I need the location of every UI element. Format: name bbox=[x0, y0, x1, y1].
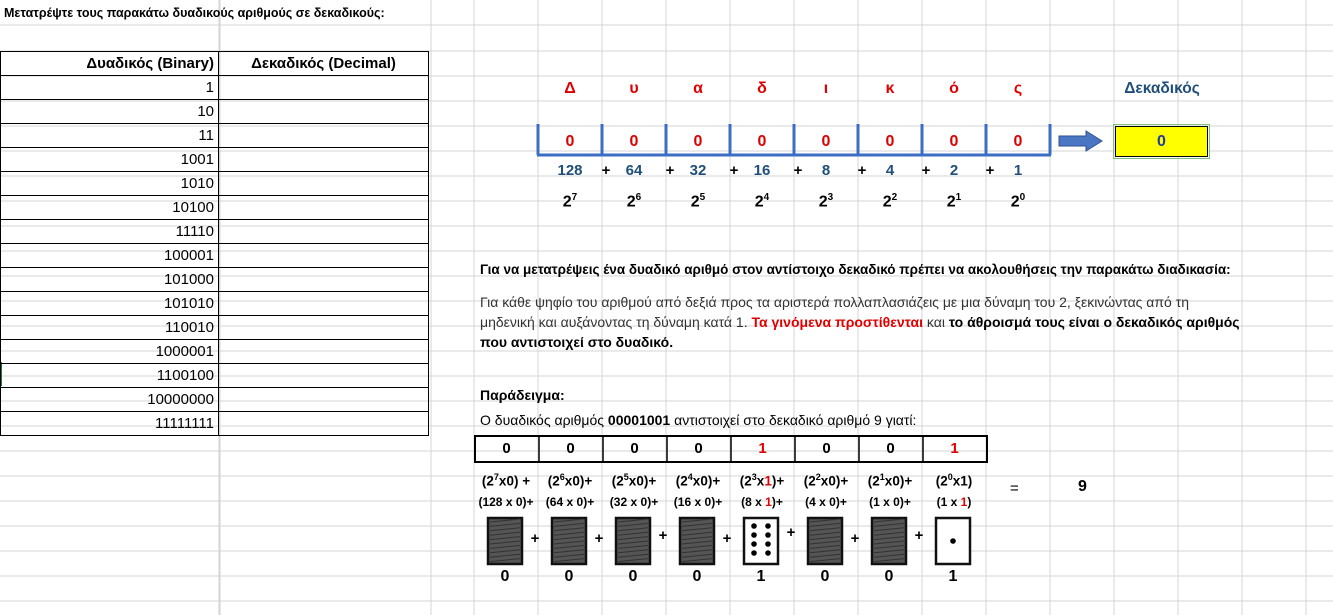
title-letter: ι bbox=[823, 80, 829, 97]
binary-cell[interactable]: 1100100 bbox=[1, 364, 219, 388]
example-digit: 1 bbox=[950, 440, 959, 457]
exponent-value: 1 bbox=[955, 192, 962, 203]
term-base: 2 bbox=[744, 473, 752, 489]
table-row bbox=[1, 76, 429, 100]
table-row bbox=[1, 172, 429, 196]
instructions-heading: Για να μετατρέψεις ένα δυαδικό αριθμό στον αντίστοιχο δεκαδικό πρέπει να ακολουθήσεις την παρακάτω διαδικασία: bbox=[480, 262, 1231, 277]
product-suffix: + bbox=[775, 495, 783, 509]
table-row bbox=[1, 196, 429, 220]
product-term: (1 x 0)+ bbox=[869, 495, 911, 509]
instructions-text-1: Για κάθε ψηφίο του αριθμού από δεξιά προς τα αριστερά πολλαπλασιάζεις με μια δύναμη του 2, ξεκινώντας από τη μηδενική και αυξάνοντας τη δύναμη κατά 1. bbox=[480, 294, 1190, 330]
term-digit: 0 bbox=[828, 473, 836, 489]
exponent-value: 3 bbox=[827, 192, 834, 203]
card-value: 0 bbox=[628, 568, 638, 585]
example-heading: Παράδειγμα: bbox=[480, 387, 565, 403]
power-term: $(2^6x0)+$ bbox=[547, 472, 593, 489]
card-plus-sign: + bbox=[594, 530, 604, 547]
example-digit: 0 bbox=[822, 440, 831, 457]
example-digit: 0 bbox=[630, 440, 639, 457]
product-term: (128 x 0)+ bbox=[478, 495, 534, 509]
plus-sign: + bbox=[793, 162, 803, 179]
table-row bbox=[1, 388, 429, 412]
title-letter: ς bbox=[1013, 80, 1023, 97]
exponent-value: 6 bbox=[635, 192, 642, 203]
product-digit: 0 bbox=[640, 495, 648, 509]
binary-cell[interactable]: 11111111 bbox=[1, 412, 219, 436]
power-term: $(2^4x0)+$ bbox=[675, 472, 721, 489]
product-suffix: + bbox=[903, 495, 911, 509]
term-suffix: + bbox=[840, 473, 849, 489]
term-exp: 5 bbox=[623, 472, 629, 482]
decimal-input-cell[interactable] bbox=[219, 364, 429, 388]
table-row bbox=[1, 268, 429, 292]
blank-card-icon bbox=[614, 516, 654, 568]
term-exp: 2 bbox=[815, 472, 821, 482]
instructions-text-2: και bbox=[923, 314, 949, 330]
plus-sign: + bbox=[921, 162, 931, 179]
term-exp: 4 bbox=[687, 472, 693, 482]
product-term: (32 x 0)+ bbox=[609, 495, 659, 509]
binary-cell[interactable]: 1000001 bbox=[1, 340, 219, 364]
title-letter: υ bbox=[629, 80, 639, 97]
example-line-post: αντιστοιχεί στο δεκαδικό αριθμό 9 γιατί: bbox=[670, 412, 917, 428]
exponent-base: 2 bbox=[882, 193, 892, 211]
product-mult: 64 bbox=[549, 495, 564, 509]
term-base: 2 bbox=[680, 473, 688, 489]
binary-cell[interactable]: 101000 bbox=[1, 268, 219, 292]
table-row bbox=[1, 292, 429, 316]
arrow-right-icon bbox=[1058, 130, 1104, 152]
blank-card-icon bbox=[678, 516, 718, 568]
table-row bbox=[1, 148, 429, 172]
product-suffix: + bbox=[651, 495, 659, 509]
term-suffix: + bbox=[904, 473, 913, 489]
binary-cell[interactable]: 10100 bbox=[1, 196, 219, 220]
power-term: $(2^1x0)+$ bbox=[867, 472, 913, 489]
exponent-value: 0 bbox=[1019, 192, 1026, 203]
card-value: 0 bbox=[500, 568, 510, 585]
power-term: $(2^5x0)+$ bbox=[611, 472, 657, 489]
example-digit: 0 bbox=[566, 440, 575, 457]
title-letter: α bbox=[693, 80, 703, 97]
decimal-input-cell[interactable] bbox=[219, 244, 429, 268]
product-digit: 0 bbox=[704, 495, 712, 509]
binary-digit-cell[interactable]: 0 bbox=[757, 133, 767, 150]
title-letter: δ bbox=[757, 80, 767, 97]
power-value: 2 bbox=[949, 162, 959, 179]
header-decimal: Δεκαδικός (Decimal) bbox=[219, 52, 429, 76]
binary-cell[interactable]: 110010 bbox=[1, 316, 219, 340]
example-line-pre: Ο δυαδικός αριθμός bbox=[480, 412, 608, 428]
decimal-input-cell[interactable] bbox=[219, 340, 429, 364]
binary-cell[interactable]: 10000000 bbox=[1, 388, 219, 412]
plus-sign: + bbox=[665, 162, 675, 179]
term-suffix: + bbox=[584, 473, 593, 489]
decimal-input-cell[interactable] bbox=[219, 268, 429, 292]
example-digit: 1 bbox=[758, 440, 767, 457]
decimal-input-cell[interactable] bbox=[219, 412, 429, 436]
page-title: Μετατρέψτε τους παρακάτω δυαδικούς αριθμούς σε δεκαδικούς: bbox=[4, 6, 385, 20]
power-value: 4 bbox=[885, 162, 895, 179]
product-digit: 0 bbox=[829, 495, 836, 509]
title-letter: Δ bbox=[564, 80, 576, 97]
power-exponent-label bbox=[731, 186, 793, 210]
exponent-base: 2 bbox=[754, 193, 764, 211]
card-plus-sign: + bbox=[914, 527, 924, 544]
table-row bbox=[1, 100, 429, 124]
example-result: 9 bbox=[1078, 478, 1087, 495]
term-digit: 0 bbox=[636, 473, 644, 489]
card-plus-sign: + bbox=[850, 530, 860, 547]
binary-digit-cell[interactable]: 0 bbox=[885, 133, 895, 150]
power-term: $(2^7x0)$ + bbox=[481, 472, 531, 489]
term-exp: 6 bbox=[559, 472, 565, 482]
plus-sign: + bbox=[857, 162, 867, 179]
term-digit: 1 bbox=[960, 473, 968, 489]
table-row bbox=[1, 340, 429, 364]
decimal-input-cell[interactable] bbox=[219, 100, 429, 124]
term-digit: 0 bbox=[506, 473, 514, 489]
power-exponent-label bbox=[795, 186, 857, 210]
card-value: 1 bbox=[948, 568, 958, 585]
blank-card-icon bbox=[806, 516, 846, 568]
exponent-value: 5 bbox=[699, 192, 706, 203]
table-row bbox=[1, 244, 429, 268]
binary-decimal-table bbox=[0, 51, 429, 436]
term-base: 2 bbox=[940, 473, 948, 489]
binary-digit-cell[interactable]: 0 bbox=[629, 133, 639, 150]
term-suffix: + bbox=[776, 473, 785, 489]
product-term: (16 x 0)+ bbox=[673, 495, 723, 509]
product-suffix: + bbox=[715, 495, 723, 509]
product-suffix: + bbox=[526, 495, 534, 509]
decimal-input-cell[interactable] bbox=[219, 148, 429, 172]
product-mult: 16 bbox=[677, 495, 692, 509]
term-digit: 0 bbox=[572, 473, 580, 489]
power-term: $(2^0x1)$ bbox=[935, 472, 973, 489]
product-term: (4 x 0)+ bbox=[805, 495, 847, 509]
card-value: 0 bbox=[692, 568, 702, 585]
term-base: 2 bbox=[552, 473, 560, 489]
example-line bbox=[480, 412, 916, 428]
product-mult: 32 bbox=[613, 495, 628, 509]
exponent-base: 2 bbox=[690, 193, 700, 211]
product-digit: 0 bbox=[515, 495, 523, 509]
term-suffix: + bbox=[648, 473, 657, 489]
product-mult: 1 bbox=[873, 495, 880, 509]
card-value: 0 bbox=[884, 568, 894, 585]
instructions-text-bold: το άθροισμά τους είναι ο δεκαδικός αριθμός που αντιστοιχεί στο δυαδικό. bbox=[480, 314, 1240, 350]
binary-cell[interactable]: 1 bbox=[1, 76, 219, 100]
term-digit: 1 bbox=[764, 473, 772, 489]
exponent-base: 2 bbox=[562, 193, 572, 211]
binary-digit-cell[interactable]: 0 bbox=[949, 133, 959, 150]
product-digit: 1 bbox=[765, 495, 772, 509]
decimal-input-cell[interactable] bbox=[219, 220, 429, 244]
power-exponent-label bbox=[539, 186, 601, 210]
binary-cell[interactable]: 100001 bbox=[1, 244, 219, 268]
term-exp: 7 bbox=[493, 472, 499, 482]
table-row bbox=[1, 412, 429, 436]
power-exponent-label bbox=[923, 186, 985, 210]
product-mult: 4 bbox=[809, 495, 816, 509]
binary-digit-cell[interactable]: 0 bbox=[565, 133, 575, 150]
binary-digit-cell[interactable]: 0 bbox=[821, 133, 831, 150]
blank-card-icon bbox=[870, 516, 910, 568]
product-term: (1 x 1) bbox=[936, 495, 972, 509]
product-suffix: + bbox=[587, 495, 595, 509]
dot-card-icon bbox=[934, 516, 974, 568]
equals-sign: = bbox=[1010, 480, 1019, 497]
binary-cell[interactable]: 1001 bbox=[1, 148, 219, 172]
binary-cell[interactable]: 101010 bbox=[1, 292, 219, 316]
term-exp: 3 bbox=[751, 472, 757, 482]
decimal-result-cell[interactable]: 0 bbox=[1115, 126, 1208, 157]
binary-cell[interactable]: 10 bbox=[1, 100, 219, 124]
decimal-input-cell[interactable] bbox=[219, 76, 429, 100]
decimal-input-cell[interactable] bbox=[219, 172, 429, 196]
title-letter: ό bbox=[949, 80, 959, 97]
power-term: $(2^2x0)+$ bbox=[803, 472, 849, 489]
table-row bbox=[1, 364, 429, 388]
decimal-input-cell[interactable] bbox=[219, 196, 429, 220]
card-value: 1 bbox=[756, 568, 766, 585]
card-plus-sign: + bbox=[722, 530, 732, 547]
dot-card-icon bbox=[742, 516, 782, 568]
converter-frame bbox=[536, 122, 1116, 162]
power-term: $(2^3x1)+$ bbox=[739, 472, 785, 489]
exponent-base: 2 bbox=[946, 193, 956, 211]
binary-cell[interactable]: 11110 bbox=[1, 220, 219, 244]
blank-card-icon bbox=[550, 516, 590, 568]
example-digit: 0 bbox=[886, 440, 895, 457]
decimal-input-cell[interactable] bbox=[219, 316, 429, 340]
table-row bbox=[1, 316, 429, 340]
table-row bbox=[1, 124, 429, 148]
plus-sign: + bbox=[985, 162, 995, 179]
blank-card-icon bbox=[486, 516, 526, 568]
product-suffix: + bbox=[839, 495, 847, 509]
decimal-input-cell[interactable] bbox=[219, 292, 429, 316]
exponent-base: 2 bbox=[626, 193, 636, 211]
exponent-value: 7 bbox=[571, 192, 578, 203]
term-base: 2 bbox=[616, 473, 624, 489]
exponent-base: 2 bbox=[818, 193, 828, 211]
binary-digit-cell[interactable]: 0 bbox=[1013, 133, 1023, 150]
term-base: 2 bbox=[486, 473, 494, 489]
power-value: 128 bbox=[557, 162, 583, 179]
binary-cell[interactable]: 11 bbox=[1, 124, 219, 148]
term-exp: 0 bbox=[947, 472, 953, 482]
example-digit: 0 bbox=[694, 440, 703, 457]
header-binary: Δυαδικός (Binary) bbox=[1, 52, 219, 76]
card-value: 0 bbox=[564, 568, 574, 585]
power-value: 64 bbox=[625, 162, 643, 179]
product-digit: 0 bbox=[576, 495, 584, 509]
decimal-input-cell[interactable] bbox=[219, 388, 429, 412]
power-exponent-label bbox=[987, 186, 1049, 210]
product-digit: 1 bbox=[960, 495, 968, 509]
power-value: 1 bbox=[1013, 162, 1023, 179]
product-digit: 0 bbox=[893, 495, 900, 509]
decimal-input-cell[interactable] bbox=[219, 124, 429, 148]
power-exponent-label bbox=[603, 186, 665, 210]
term-digit: 0 bbox=[700, 473, 708, 489]
product-term: (8 x 1)+ bbox=[741, 495, 783, 509]
binary-cell[interactable]: 1010 bbox=[1, 172, 219, 196]
instructions-body bbox=[480, 292, 1240, 352]
power-value: 16 bbox=[753, 162, 771, 179]
card-plus-sign: + bbox=[530, 530, 540, 547]
card-plus-sign: + bbox=[786, 524, 796, 541]
binary-digit-cell[interactable]: 0 bbox=[693, 133, 703, 150]
plus-sign: + bbox=[601, 162, 611, 179]
exponent-value: 4 bbox=[763, 192, 770, 203]
exponent-value: 2 bbox=[891, 192, 898, 203]
power-exponent-label bbox=[667, 186, 729, 210]
card-value: 0 bbox=[820, 568, 830, 585]
term-digit: 0 bbox=[892, 473, 900, 489]
example-digit: 0 bbox=[502, 440, 511, 457]
term-suffix: + bbox=[518, 473, 531, 489]
power-value: 32 bbox=[689, 162, 707, 179]
power-value: 8 bbox=[821, 162, 831, 179]
product-mult: 1 bbox=[940, 495, 948, 509]
decimal-label: Δεκαδικός bbox=[1124, 80, 1200, 97]
term-suffix: + bbox=[712, 473, 721, 489]
card-plus-sign: + bbox=[658, 527, 668, 544]
table-row bbox=[1, 220, 429, 244]
plus-sign: + bbox=[729, 162, 739, 179]
product-mult: 8 bbox=[745, 495, 752, 509]
term-base: 2 bbox=[872, 473, 880, 489]
power-exponent-label bbox=[859, 186, 921, 210]
example-binary: 00001001 bbox=[607, 412, 671, 428]
term-base: 2 bbox=[808, 473, 816, 489]
product-term: (64 x 0)+ bbox=[545, 495, 595, 509]
instructions-text-red: Τα γινόμενα προστίθενται bbox=[751, 314, 923, 330]
exponent-base: 2 bbox=[1010, 193, 1020, 211]
title-letter: κ bbox=[885, 80, 895, 97]
term-exp: 1 bbox=[879, 472, 885, 482]
product-mult: 128 bbox=[482, 495, 503, 509]
